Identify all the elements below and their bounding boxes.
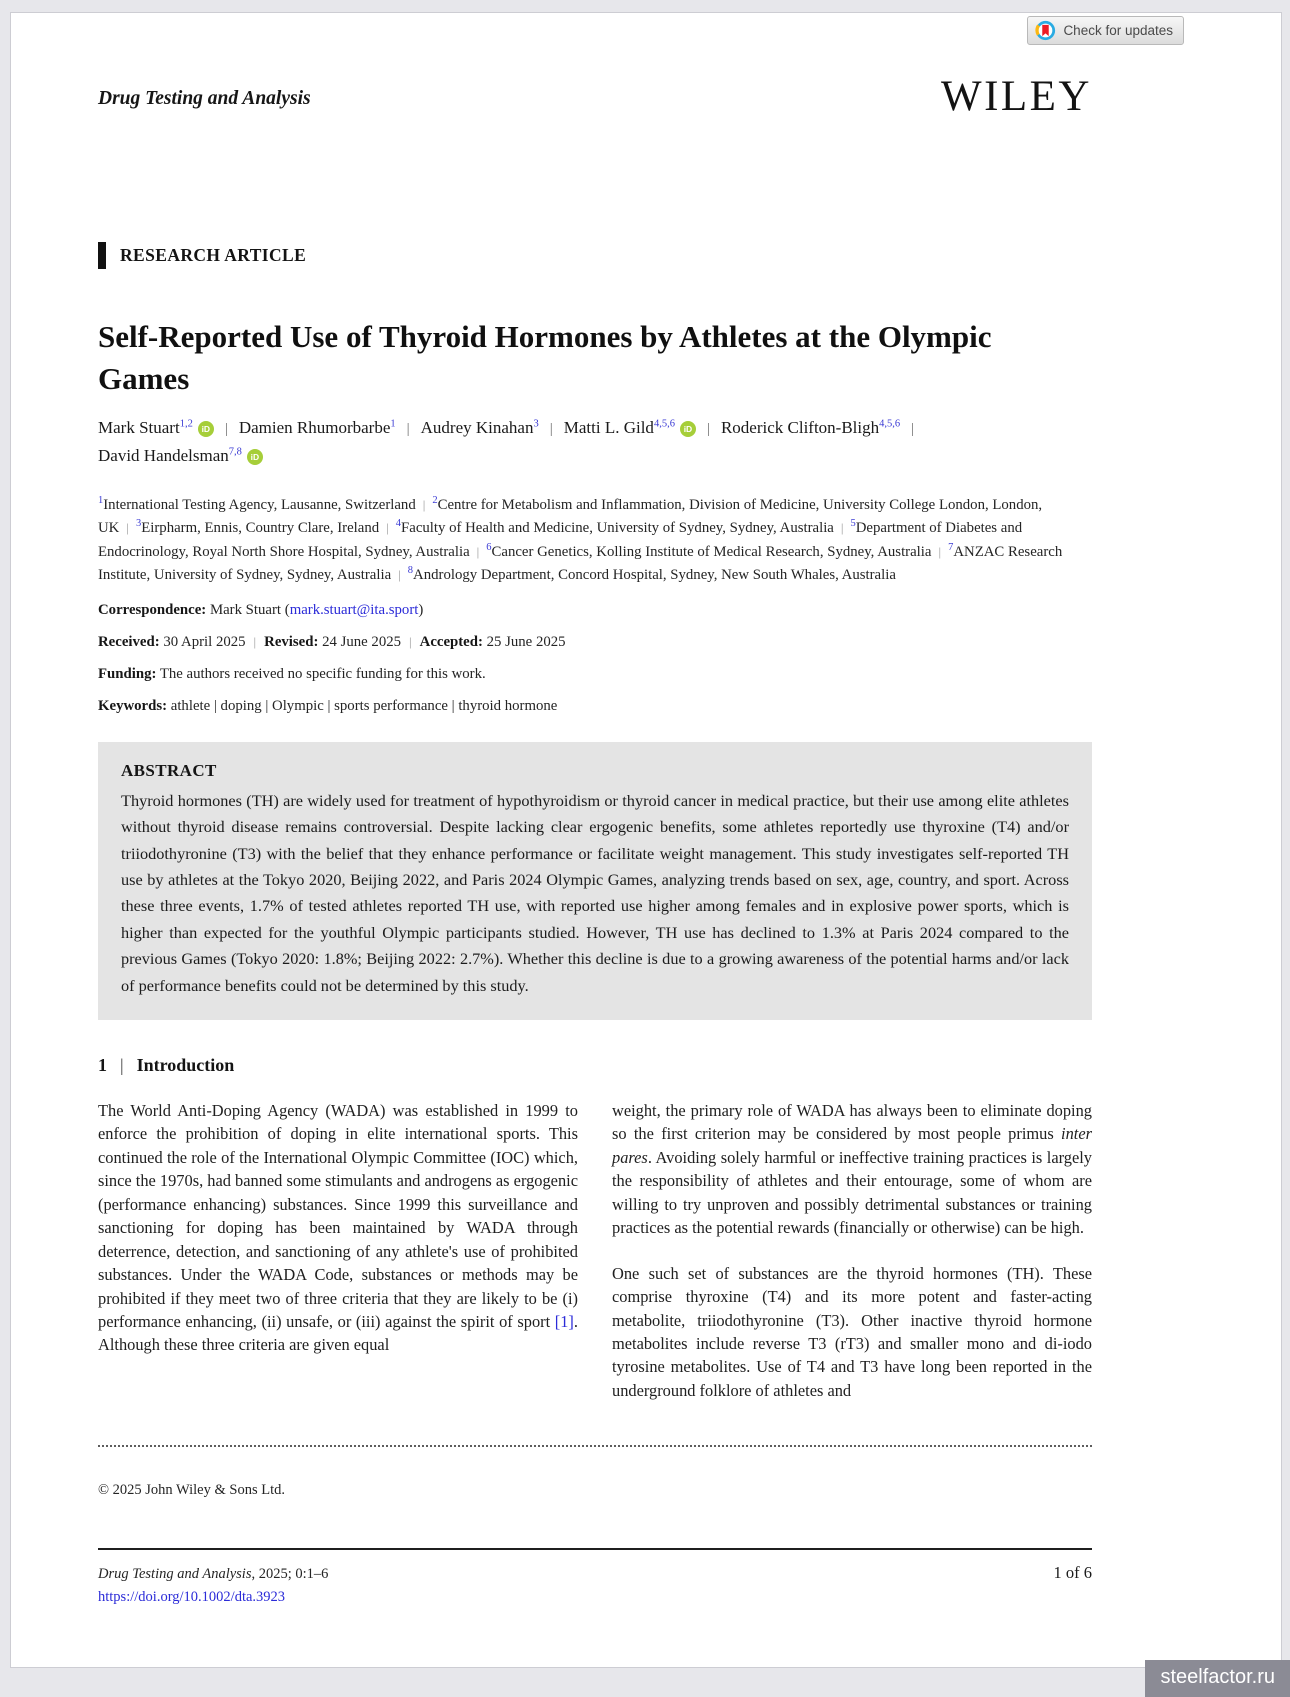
funding-label: Funding: [98, 665, 157, 682]
affiliation-separator: | [422, 497, 426, 513]
orcid-icon[interactable]: iD [247, 449, 263, 465]
section-heading-introduction [98, 1055, 1092, 1076]
author-affiliation-sup: 4,5,6 [879, 418, 901, 430]
article-type-label: RESEARCH ARTICLE [120, 245, 307, 265]
author: Matti L. Gild$^{4,5,6}$ [563, 418, 675, 438]
correspondence-name: Mark Stuart [209, 601, 282, 618]
correspondence-email-link[interactable]: mark.stuart@ita.sport [289, 601, 419, 618]
latin-phrase: inter pares [612, 1124, 1092, 1167]
citation-link-1[interactable]: [1] [554, 1311, 574, 1331]
article-type-banner [98, 242, 1092, 269]
orcid-icon[interactable]: iD [680, 421, 696, 437]
received-date: 30 April 2025 [163, 633, 246, 650]
author-separator: | [549, 421, 553, 438]
article-title: Self-Reported Use of Thyroid Hormones by Athletes at the Olympic Games [98, 319, 992, 396]
accepted-label: Accepted: [419, 633, 483, 650]
funding-line [98, 666, 1092, 683]
affiliation-separator: | [386, 520, 389, 536]
correspondence-label: Correspondence: [98, 601, 207, 618]
abstract-text: Thyroid hormones (TH) are widely used for treatment of hypothyroidism or thyroid cancer in medical practice, but their use among elite athletes without thyroid disease remains controversial. Despite lacking clear ergogenic benefits, some athletes reportedly use thyroxine (T4) and/or triiodothyronine (T3) with the belief that they enhance performance or facilitate weight management. This study investigates self-reported TH use by athletes at the Tokyo 2020, Beijing 2022, and Paris 2024 Olympic Games, analyzing trends based on sex, age, country, and sport. Across these three events, 1.7% of tested athletes reported TH use, with reported use higher among females and in explosive power sports, which is higher than expected for the youthful Olympic participants studied. However, TH use has declined to 1.3% at Paris 2024 compared to the previous Games (Tokyo 2020: 1.8%; Beijing 2022: 2.7%). Whether this decline is due to a growing awareness of the potential harms and/or lack of performance benefits could not be determined by this study. [121, 790, 1069, 995]
journal-citation-detail: , 2025; 0:1–6 [251, 1566, 329, 1583]
crossmark-icon [1035, 20, 1056, 41]
affiliation: $^7$ANZAC Research Institute, University of Sydney, Sydney, Australia [98, 541, 1063, 584]
affiliation-separator: | [126, 520, 129, 536]
keywords-line [98, 698, 1092, 715]
body-column-left [98, 1099, 578, 1402]
affiliation-separator: | [398, 567, 401, 583]
author-list [98, 414, 1058, 470]
affiliation-separator: | [938, 543, 942, 559]
check-for-updates-label: Check for updates [1063, 23, 1173, 38]
paren: ( [284, 601, 290, 618]
page-header [98, 75, 1092, 118]
copyright-notice: © 2025 John Wiley & Sons Ltd. [98, 1482, 285, 1499]
affiliation: $^1$International Testing Agency, Lausanne, Switzerland [98, 495, 416, 514]
author: Audrey Kinahan$^3$ [420, 418, 539, 438]
footer [98, 1563, 1092, 1608]
affiliation: $^3$Eirpharm, Ennis, Country Clare, Ireland [135, 518, 380, 537]
affiliation: $^8$Andrology Department, Concord Hospital, Sydney, New South Whales, Australia [407, 565, 896, 584]
doi-link[interactable]: https://doi.org/10.1002/dta.3923 [98, 1588, 286, 1605]
affiliation: $^5$Department of Diabetes and Endocrinology, Royal North Shore Hospital, Sydney, Australia [98, 518, 1023, 560]
abstract-heading: ABSTRACT [121, 760, 217, 780]
history-line [98, 634, 1092, 651]
author: Roderick Clifton-Bligh$^{4,5,6}$ [720, 418, 901, 438]
journal-name: Drug Testing and Analysis [98, 88, 311, 109]
author-affiliation-sup: 1 [390, 418, 396, 430]
affiliation-separator: | [476, 543, 480, 559]
meta-separator: | [253, 633, 257, 649]
journal-citation [98, 1563, 328, 1608]
revised-label: Revised: [264, 633, 319, 650]
section-heading-separator: | [120, 1054, 124, 1075]
author-affiliation-sup: 3 [533, 418, 539, 430]
paren: ) [418, 601, 424, 618]
section-title: Introduction [136, 1054, 235, 1075]
affiliation: $^2$Centre for Metabolism and Inflammation, Division of Medicine, University College London, London, UK [98, 495, 1043, 537]
footer-rule [98, 1548, 1092, 1550]
meta-separator: | [409, 633, 412, 649]
intro-paragraph-2: One such set of substances are the thyroid hormones (TH). These comprise thyroxine (T4) and its more potent and faster-acting metabolite, triiodothyronine (T3). Other inactive thyroid hormone metabolites include reverse T3 (rT3) and smaller mono and di-iodo tyrosine metabolites. Use of T4 and T3 have long been reported in the underground folklore of athletes and [612, 1263, 1092, 1400]
watermark-badge[interactable]: steelfactor.ru [1145, 1660, 1290, 1697]
author-affiliation-sup: 1,2 [179, 418, 193, 430]
author-separator: | [224, 421, 228, 438]
received-label: Received: [98, 633, 160, 650]
dotted-divider [98, 1445, 1092, 1447]
two-column-body [98, 1099, 1092, 1402]
intro-paragraph-1: The World Anti-Doping Agency (WADA) was established in 1999 to enforce the prohibition of doping in elite international sports. This continued the role of the International Olympic Committee (IOC) which, since the 1970s, had banned some stimulants and androgens as ergogenic (performance enhancing) substances. Since 1999 this surveillance and sanctioning for doping has been maintained by WADA through deterrence, detection, and sanctioning of any athlete's use of prohibited substances. Under the WADA Code, substances or methods may be prohibited if they meet two of three criteria that they are likely to be (i) performance enhancing, (ii) unsafe, or (iii) against the spirit of sport [1]. Although these three criteria are given equal [98, 1100, 578, 1355]
journal-citation-name: Drug Testing and Analysis [98, 1566, 252, 1583]
affiliation-separator: | [840, 520, 844, 536]
author-affiliation-sup: 4,5,6 [653, 418, 675, 430]
accepted-date: 25 June 2025 [486, 633, 566, 650]
revised-date: 24 June 2025 [322, 633, 402, 650]
keywords-text: athlete | doping | Olympic | sports performance | thyroid hormone [170, 697, 558, 714]
affiliation: $^4$Faculty of Health and Medicine, University of Sydney, Sydney, Australia [395, 518, 834, 537]
funding-text: The authors received no specific funding for this work. [159, 665, 486, 682]
article-page [10, 12, 1282, 1668]
check-for-updates-button[interactable] [1027, 16, 1184, 45]
wiley-logo: WILEY [941, 73, 1092, 120]
author: Damien Rhumorbarbe$^1$ [238, 418, 396, 438]
author-separator: | [911, 421, 915, 438]
intro-paragraph-1-continued: weight, the primary role of WADA has always been to eliminate doping so the first criterion may be considered by most people primus inter pares. Avoiding solely harmful or ineffective training practices is largely the responsibility of athletes and their entourage, some of whom are willing to try unproven and possibly detrimental substances or training practices as the potential rewards (financially or otherwise) can be high. [612, 1100, 1092, 1238]
abstract-box [98, 742, 1092, 1020]
author-affiliation-sup: 7,8 [228, 446, 242, 458]
body-column-right [612, 1099, 1092, 1402]
author: Mark Stuart$^{1,2}$ [98, 418, 193, 438]
author: David Handelsman$^{7,8}$ [98, 446, 242, 466]
keywords-label: Keywords: [98, 697, 168, 714]
author-separator: | [406, 421, 410, 438]
affiliation: $^6$Cancer Genetics, Kolling Institute of Medical Research, Sydney, Australia [486, 541, 932, 560]
author-separator: | [706, 421, 710, 438]
correspondence-line [98, 602, 1092, 619]
section-number: 1 [98, 1054, 107, 1075]
page-number: 1 of 6 [1053, 1563, 1092, 1583]
orcid-icon[interactable]: iD [198, 421, 214, 437]
article-type-bar [98, 242, 106, 269]
affiliation-list [98, 493, 1092, 587]
